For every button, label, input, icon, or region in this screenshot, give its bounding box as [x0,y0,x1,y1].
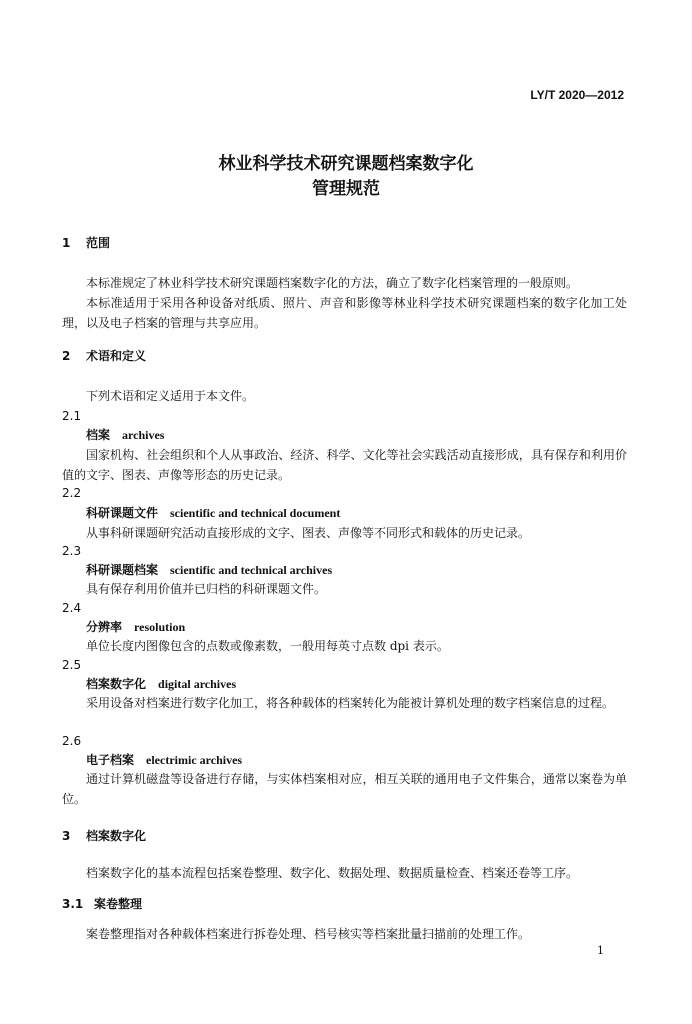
term-heading [62,674,651,694]
term-number: 2.6 [62,734,82,748]
term-number: 2.2 [62,486,82,500]
term-chinese: 科研课题档案 [86,563,159,577]
term-number: 2.4 [62,601,82,615]
section-title: 术语和定义 [86,349,147,363]
term-heading [62,750,651,770]
section-title: 档案数字化 [86,829,147,843]
standard-code: LY/T 2020—2012 [530,88,624,102]
term-definition: 通过计算机磁盘等设备进行存储，与实体档案相对应，相互关联的通用电子文件集合，通常以案卷为单位。 [62,772,627,806]
term-definition: 具有保存利用价值并已归档的科研课题文件。 [86,582,327,596]
term-definition: 从事科研课题研究活动直接形成的文字、图表、声像等不同形式和载体的历史记录。 [86,526,531,540]
term-heading [62,617,651,637]
term-english: resolution [134,620,186,634]
section-3-heading [62,826,627,846]
term-chinese: 科研课题文件 [86,506,159,520]
term-english: electrimic archives [146,753,243,767]
term-english: scientific and technical archives [170,563,333,577]
section-title: 范围 [86,236,111,250]
term-english: archives [122,428,165,442]
section-2-heading [62,346,627,366]
term-chinese: 分辨率 [86,620,123,634]
section-1-paragraph-2: 本标准适用于采用各种设备对纸质、照片、声音和影像等林业科学技术研究课题档案的数字化加工处理，以及电子档案的管理与共享应用。 [62,296,627,330]
section-2-intro: 下列术语和定义适用于本文件。 [86,389,255,403]
term-number: 2.1 [62,409,82,423]
document-subtitle: 管理规范 [312,179,380,199]
term-definition: 国家机构、社会组织和个人从事政治、经济、科学、文化等社会实践活动直接形成，具有保存和利用价值的文字、图表、声像等形态的历史记录。 [62,448,627,482]
term-number: 2.5 [62,658,82,672]
section-3-paragraph-1: 档案数字化的基本流程包括案卷整理、数字化、数据处理、数据质量检查、档案还卷等工序。 [86,866,579,880]
term-heading [62,560,651,580]
section-1-paragraph-1: 本标准规定了林业科学技术研究课题档案数字化的方法，确立了数字化档案管理的一般原则。 [86,276,579,290]
term-english: scientific and technical document [170,506,341,520]
term-heading [62,503,651,523]
term-chinese: 电子档案 [86,753,135,767]
term-chinese: 档案数字化 [86,677,147,691]
term-number: 2.3 [62,544,82,558]
section-number: 1 [62,236,71,250]
document-title: 林业科学技术研究课题档案数字化 [218,154,474,174]
term-english: digital archives [158,677,237,691]
subsection-3-1-heading [62,894,627,914]
section-number: 2 [62,349,71,363]
page-number: 1 [597,944,604,957]
subsection-3-1-paragraph: 案卷整理指对各种载体档案进行拆卷处理、档号核实等档案批量扫描前的处理工作。 [86,927,531,941]
term-definition: 采用设备对档案进行数字化加工，将各种载体的档案转化为能被计算机处理的数字档案信息的过程。 [86,696,615,710]
section-number: 3 [62,829,71,843]
section-1-heading [62,233,627,253]
term-chinese: 档案 [86,428,111,442]
subsection-title: 案卷整理 [94,897,143,911]
term-heading [62,425,651,445]
term-definition: 单位长度内图像包含的点数或像素数，一般用每英寸点数 dpi 表示。 [86,639,449,653]
subsection-number: 3.1 [62,897,84,911]
